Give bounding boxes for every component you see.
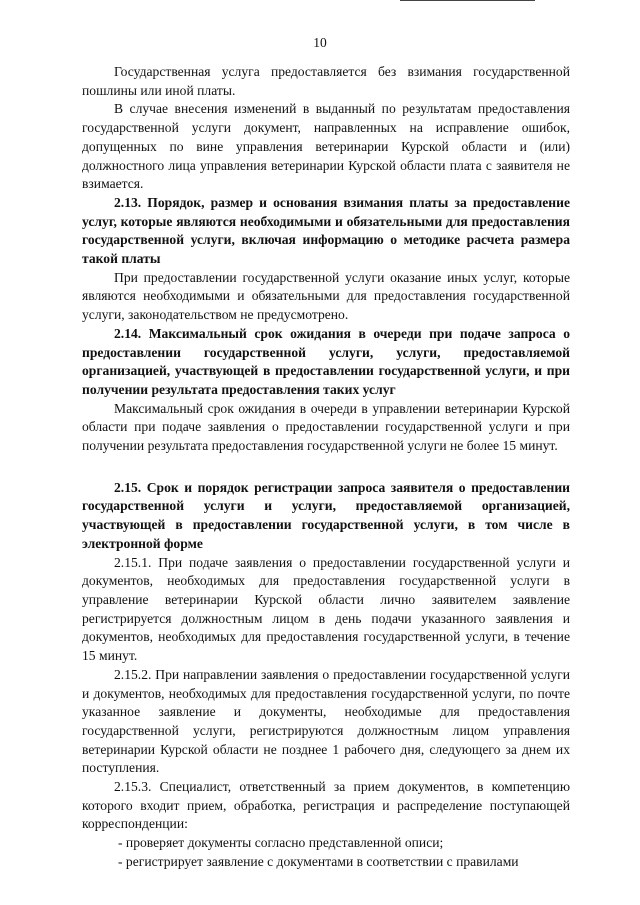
paragraph-other-services: При предоставлении государственной услуги оказание иных услуг, которые являются необходимыми и обязательными для предоставления государственной услуги, законодательством не предусмотрено. xyxy=(82,269,570,323)
paragraph-2-15-3: 2.15.3. Специалист, ответственный за прием документов, в компетенцию которого входит прием, обработка, регистрация и распределение поступающей корреспонденции: xyxy=(82,779,570,832)
paragraph-error-correction: В случае внесения изменений в выданный по результатам предоставления государственной услуги документ, направленных на исправление ошибок, допущенных по вине управления ветеринарии Курской области и (или) должностного лица управления ветеринарии Курской области плата с заявителя не взимается. xyxy=(82,101,570,192)
list-item: - проверяет документы согласно представленной описи; xyxy=(118,835,444,851)
document-body xyxy=(82,63,570,872)
paragraph-no-fee: Государственная услуга предоставляется без взимания государственной пошлины или иной платы. xyxy=(82,64,570,98)
paragraph-2-15-1: 2.15.1. При подаче заявления о предоставлении государственной услуги и документов, необходимых для предоставления государственной услуги в управление ветеринарии Курской области лично заявителем заявление регистрируется должностным лицом в день подачи указанного заявления и документов, необходимых для предоставления государственной услуги, в течение 15 минут. xyxy=(82,554,570,664)
list-item: - регистрирует заявление с документами в соответствии с правилами xyxy=(118,853,519,869)
heading-2-14: 2.14. Максимальный срок ожидания в очереди при подаче запроса о предоставлении государственной услуги, услуги, предоставляемой организацией, участвующей в предоставлении государственной услуги, и при получении результата предоставления таких услуг xyxy=(82,325,570,397)
page-number: 10 xyxy=(313,35,327,50)
top-rule xyxy=(400,0,535,1)
heading-2-13: 2.13. Порядок, размер и основания взимания платы за предоставление услуг, которые являются необходимыми и обязательными для предоставления государственной услуги, включая информацию о методике расчета размера такой платы xyxy=(82,194,570,267)
paragraph-queue-time: Максимальный срок ожидания в очереди в управлении ветеринарии Курской области при подаче заявления о предоставлении государственной услуги и при получении результата предоставления государственной услуги не более 15 минут. xyxy=(82,400,570,454)
heading-2-15: 2.15. Срок и порядок регистрации запроса заявителя о предоставлении государственной услуги и услуги, предоставляемой организацией, участвующей в предоставлении государственной услуги, в том числе в электронной форме xyxy=(82,479,570,551)
paragraph-2-15-2: 2.15.2. При направлении заявления о предоставлении государственной услуги и документов, необходимых для предоставления государственной услуги, по почте указанное заявление и документы, необходимые для предоставления государственной услуги, регистрируются должностным лицом управления ветеринарии Курской области не позднее 1 рабочего дня, следующего за днем их поступления. xyxy=(82,666,570,776)
